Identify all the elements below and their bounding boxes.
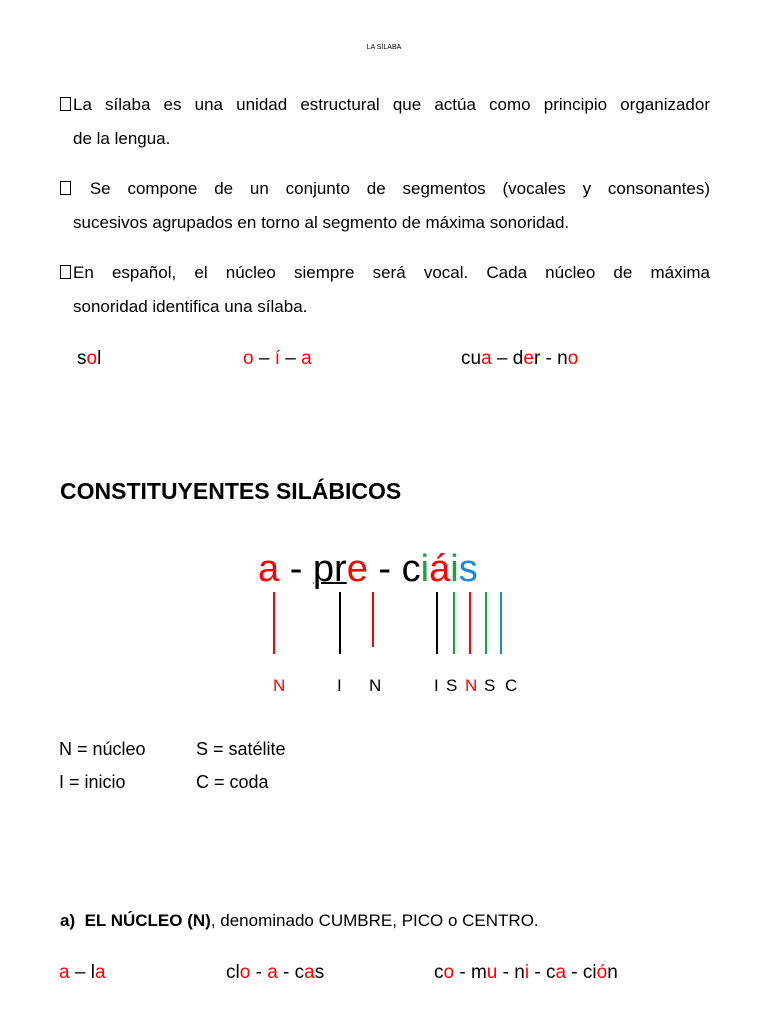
example-segment: s bbox=[314, 962, 325, 983]
example-segment: - ci bbox=[566, 962, 597, 983]
example-segment: - n bbox=[497, 962, 525, 983]
diagram-nucleus-a: a bbox=[258, 548, 280, 590]
section-a-heading bbox=[60, 911, 539, 931]
example-segment: - c bbox=[529, 962, 556, 983]
bullet-2-line-2: sucesivos agrupados en torno al segmento de máxima sonoridad. bbox=[73, 213, 570, 232]
example-nucleus: a bbox=[94, 962, 106, 983]
example-ala bbox=[59, 962, 106, 984]
bullet-box-icon bbox=[60, 97, 71, 111]
example-segment: - m bbox=[454, 962, 487, 983]
example-cuaderno bbox=[461, 348, 578, 370]
label-satellite: S bbox=[484, 676, 496, 695]
bullet-box-icon bbox=[60, 181, 71, 195]
example-nucleus: o bbox=[86, 348, 98, 369]
example-separator: – bbox=[279, 348, 302, 369]
legend-satellite: S = satélite bbox=[196, 739, 286, 759]
example-segment: n bbox=[607, 962, 618, 983]
example-segment: l bbox=[97, 348, 102, 369]
connector-line bbox=[485, 592, 487, 654]
example-segment: s bbox=[77, 348, 87, 369]
diagram-satellite-i: i bbox=[420, 548, 430, 590]
example-nucleus: í bbox=[274, 348, 280, 369]
connector-line bbox=[436, 592, 438, 654]
label-onset: I bbox=[434, 676, 439, 695]
example-nucleus: a bbox=[59, 962, 70, 983]
example-nucleus: o bbox=[243, 348, 254, 369]
connector-line bbox=[453, 592, 455, 654]
label-onset: I bbox=[337, 676, 342, 695]
bullet-1-line-1: La sílaba es una unidad estructural que actúa como principio organizador bbox=[73, 95, 710, 114]
example-clocas bbox=[226, 962, 324, 984]
legend-nucleus: N = núcleo bbox=[59, 739, 146, 759]
label-nucleus: N bbox=[369, 676, 382, 695]
example-oia bbox=[243, 348, 312, 370]
diagram-coda-s: s bbox=[458, 548, 478, 590]
example-segment: r - n bbox=[533, 348, 568, 369]
example-segment: – d bbox=[491, 348, 524, 369]
diagram-separator: - bbox=[279, 548, 313, 590]
example-segment: cl bbox=[226, 962, 240, 983]
bullet-2-line-1: Se compone de un conjunto de segmentos (vocales y consonantes) bbox=[73, 179, 710, 198]
example-nucleus: e bbox=[523, 348, 534, 369]
example-nucleus: ó bbox=[596, 962, 608, 983]
label-coda: C bbox=[505, 676, 518, 695]
page-header: LA SÍLABA bbox=[366, 44, 402, 51]
bullet-paragraph-3 bbox=[60, 256, 710, 324]
example-nucleus: i bbox=[524, 962, 530, 983]
example-nucleus: a bbox=[267, 962, 278, 983]
example-nucleus: a bbox=[301, 348, 312, 369]
example-segment: – l bbox=[69, 962, 95, 983]
label-nucleus: N bbox=[465, 676, 478, 695]
example-segment: c bbox=[434, 962, 444, 983]
example-nucleus: o bbox=[443, 962, 455, 983]
label-nucleus: N bbox=[273, 676, 286, 695]
example-separator: - bbox=[250, 962, 268, 983]
connector-line bbox=[372, 592, 374, 647]
example-nucleus: o bbox=[239, 962, 251, 983]
bullet-3-line-1: En español, el núcleo siempre será vocal. Cada núcleo de máxima bbox=[73, 263, 710, 282]
connector-line bbox=[500, 592, 502, 654]
connector-line bbox=[339, 592, 341, 654]
diagram-nucleus-e: e bbox=[346, 548, 368, 590]
bullet-1-line-2: de la lengua. bbox=[73, 129, 171, 148]
section-title: CONSTITUYENTES SILÁBICOS bbox=[60, 478, 402, 504]
label-satellite: S bbox=[446, 676, 458, 695]
diagram-satellite-i: i bbox=[450, 548, 459, 590]
diagram-onset-pr: pr bbox=[312, 548, 347, 590]
example-nucleus: a bbox=[481, 348, 492, 369]
example-segment: - c bbox=[277, 962, 305, 983]
section-a-bold: EL NÚCLEO (N) bbox=[84, 911, 211, 930]
example-sol bbox=[77, 348, 101, 370]
bullet-paragraph-2 bbox=[60, 172, 710, 240]
bullet-3-line-2: sonoridad identifica una sílaba. bbox=[73, 297, 308, 316]
bullet-paragraph-1 bbox=[60, 88, 710, 156]
section-a-marker: a) bbox=[60, 911, 76, 930]
example-nucleus: a bbox=[304, 962, 315, 983]
syllable-diagram-word bbox=[258, 548, 478, 591]
diagram-onset-c: c bbox=[401, 548, 421, 590]
bullet-box-icon bbox=[60, 265, 71, 279]
diagram-separator: - bbox=[367, 548, 402, 590]
example-nucleus: u bbox=[486, 962, 498, 983]
legend-onset: I = inicio bbox=[59, 772, 126, 792]
section-a-text: , denominado CUMBRE, PICO o CENTRO. bbox=[210, 911, 539, 930]
example-segment: cu bbox=[461, 348, 482, 369]
diagram-nucleus-a-accent: á bbox=[429, 548, 451, 590]
connector-line bbox=[469, 592, 471, 654]
example-comunicacion bbox=[434, 962, 618, 984]
example-separator: – bbox=[253, 348, 275, 369]
connector-line bbox=[273, 592, 275, 654]
example-nucleus: o bbox=[567, 348, 579, 369]
legend-coda: C = coda bbox=[196, 772, 269, 792]
example-nucleus: a bbox=[555, 962, 567, 983]
